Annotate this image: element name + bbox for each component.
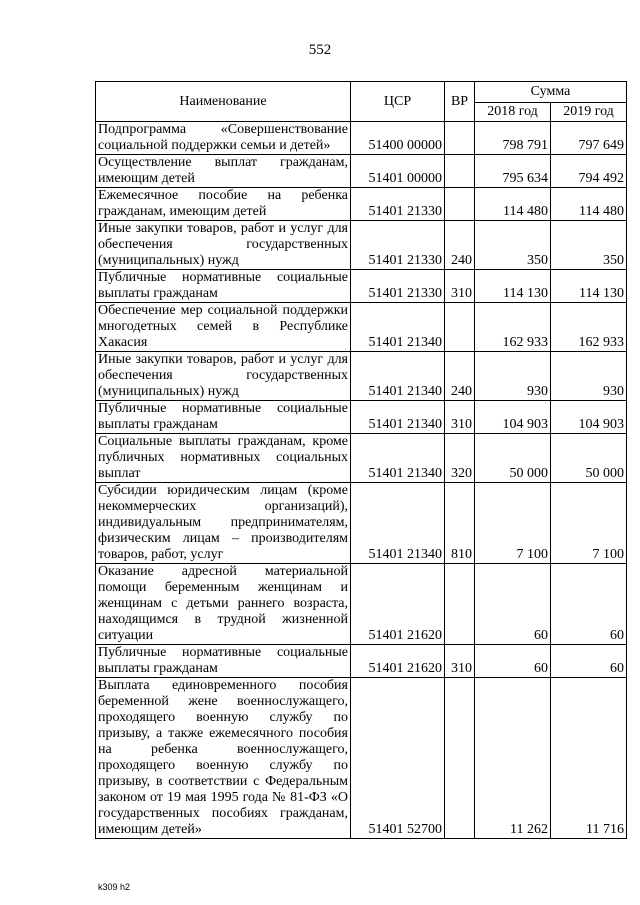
row-csr: 51401 21340 [351,352,445,401]
row-sum-2018: 7 100 [475,483,551,564]
row-csr: 51401 21340 [351,303,445,352]
header-sum: Сумма [475,82,627,103]
footer-code: k309 h2 [98,882,131,892]
table-row [96,483,627,564]
row-sum-2018: 930 [475,352,551,401]
row-name: Субсидии юридическим лицам (кроме некоммерческих организаций), индивидуальным предпринимателям, физическим лицам – производителям товаров, работ, услуг [96,483,351,564]
row-name: Оказание адресной материальной помощи беременным женщинам и женщинам с детьми раннего возраста, находящимся в трудной жизненной ситуации [96,564,351,645]
table-row [96,303,627,352]
table-row [96,155,627,188]
row-sum-2018: 104 903 [475,401,551,434]
row-vr: 320 [445,434,475,483]
row-name: Ежемесячное пособие на ребенка гражданам, имеющим детей [96,188,351,221]
table-row [96,270,627,303]
row-csr: 51401 21330 [351,221,445,270]
row-sum-2018: 11 262 [475,678,551,839]
header-year-2018: 2018 год [475,103,551,122]
header-csr: ЦСР [351,82,445,122]
row-csr: 51401 00000 [351,155,445,188]
row-vr [445,678,475,839]
row-name: Публичные нормативные социальные выплаты гражданам [96,401,351,434]
row-sum-2019: 114 480 [551,188,627,221]
budget-table [95,81,627,839]
row-name: Социальные выплаты гражданам, кроме публичных нормативных социальных выплат [96,434,351,483]
row-sum-2019: 797 649 [551,122,627,155]
row-sum-2019: 50 000 [551,434,627,483]
row-sum-2018: 162 933 [475,303,551,352]
row-vr: 310 [445,401,475,434]
row-vr [445,122,475,155]
row-csr: 51400 00000 [351,122,445,155]
row-sum-2019: 60 [551,564,627,645]
row-vr [445,188,475,221]
row-csr: 51401 21340 [351,434,445,483]
row-csr: 51401 21620 [351,645,445,678]
row-name: Иные закупки товаров, работ и услуг для обеспечения государственных (муниципальных) нужд [96,352,351,401]
row-csr: 51401 21620 [351,564,445,645]
table-row [96,564,627,645]
row-sum-2018: 114 130 [475,270,551,303]
header-vr: ВР [445,82,475,122]
row-sum-2018: 350 [475,221,551,270]
table-row [96,188,627,221]
table-body [96,122,627,839]
row-vr [445,155,475,188]
row-vr: 810 [445,483,475,564]
table-row [96,122,627,155]
row-csr: 51401 21330 [351,188,445,221]
row-sum-2019: 930 [551,352,627,401]
row-csr: 51401 21340 [351,483,445,564]
row-vr: 240 [445,352,475,401]
row-sum-2019: 162 933 [551,303,627,352]
row-name: Публичные нормативные социальные выплаты гражданам [96,645,351,678]
row-name: Публичные нормативные социальные выплаты гражданам [96,270,351,303]
row-csr: 51401 21330 [351,270,445,303]
row-name: Осуществление выплат гражданам, имеющим детей [96,155,351,188]
row-vr: 310 [445,645,475,678]
row-sum-2019: 7 100 [551,483,627,564]
row-vr [445,303,475,352]
row-sum-2018: 60 [475,564,551,645]
header-name: Наименование [96,82,351,122]
row-name: Обеспечение мер социальной поддержки многодетных семей в Республике Хакасия [96,303,351,352]
row-name: Выплата единовременного пособия беременной жене военнослужащего, проходящего военную службу по призыву, а также ежемесячного пособия на ребенка военнослужащего, проходящего военную службу по призыву, в соответствии с Федеральным законом от 19 мая 1995 года № 81-ФЗ «О государственных пособиях гражданам, имеющим детей» [96,678,351,839]
row-vr: 310 [445,270,475,303]
row-sum-2019: 104 903 [551,401,627,434]
row-sum-2018: 50 000 [475,434,551,483]
table-row [96,401,627,434]
header-year-2019: 2019 год [551,103,627,122]
row-sum-2018: 798 791 [475,122,551,155]
table-row [96,352,627,401]
table-row [96,434,627,483]
row-sum-2019: 114 130 [551,270,627,303]
page-number: 552 [308,42,332,58]
row-sum-2019: 350 [551,221,627,270]
row-sum-2019: 794 492 [551,155,627,188]
row-sum-2018: 60 [475,645,551,678]
row-sum-2018: 114 480 [475,188,551,221]
table-row [96,221,627,270]
table-row [96,678,627,839]
row-sum-2019: 11 716 [551,678,627,839]
row-sum-2018: 795 634 [475,155,551,188]
table-header [96,82,627,122]
row-csr: 51401 52700 [351,678,445,839]
row-name: Иные закупки товаров, работ и услуг для обеспечения государственных (муниципальных) нужд [96,221,351,270]
row-sum-2019: 60 [551,645,627,678]
row-name: Подпрограмма «Совершенствование социальной поддержки семьи и детей» [96,122,351,155]
row-vr: 240 [445,221,475,270]
table-row [96,645,627,678]
row-vr [445,564,475,645]
row-csr: 51401 21340 [351,401,445,434]
